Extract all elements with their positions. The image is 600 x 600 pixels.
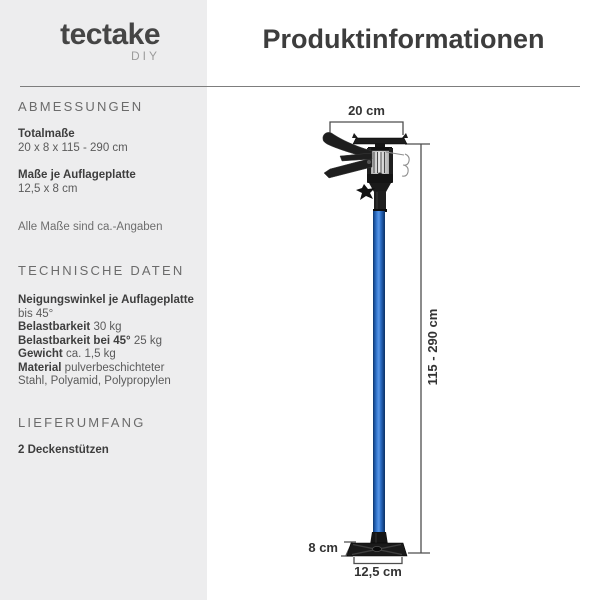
dimension-value: 20 x 8 x 115 - 290 cm [18, 141, 128, 154]
spec-label: Neigungswinkel je Auflageplatte [18, 294, 194, 306]
section-heading-abmessungen: ABMESSUNGEN [18, 99, 144, 114]
brand-name: tectake [60, 18, 160, 51]
page-title: Produktinformationen [262, 24, 545, 54]
lieferumfang-value: 2 Deckenstützen [18, 444, 109, 456]
dimension-bracket-plate-width [354, 557, 402, 564]
spec-value: ca. 1,5 kg [65, 348, 116, 360]
dimensions-note: Alle Maße sind ca.-Angaben [18, 221, 163, 233]
brand-tagline: DIY [130, 49, 160, 63]
spec-row [18, 335, 194, 349]
spec-row [18, 321, 194, 335]
dimension-label: Maße je Auflageplatte [18, 169, 136, 181]
spec-row [18, 294, 194, 321]
sidebar [0, 0, 207, 600]
dimension-value: 12,5 x 8 cm [18, 182, 78, 195]
spec-label: Gewicht [18, 348, 63, 360]
dimension-label-plate-depth: 8 cm [308, 540, 338, 555]
header-divider [20, 86, 580, 87]
spec-value: 25 kg [133, 334, 162, 347]
dimension-label-top-width: 20 cm [348, 103, 385, 118]
dimension-label: Totalmaße [18, 128, 75, 140]
spec-row [18, 362, 194, 389]
dimension-label-plate-width: 12,5 cm [354, 564, 402, 579]
dimension-bracket-top-width [330, 122, 403, 136]
brand-logo [20, 20, 160, 63]
top-support-plate-icon [352, 133, 408, 149]
telescopic-pole-icon [373, 211, 385, 533]
spec-value: 30 kg [93, 321, 122, 333]
dimension-item-total [18, 128, 194, 155]
spec-value: pulverbeschichteter Stahl, Polyamid, Polypropylen [18, 361, 171, 387]
locking-collar-icon [356, 174, 393, 212]
abmessungen-items [18, 128, 194, 210]
dimension-item-plate [18, 169, 194, 196]
section-heading-technische-daten: TECHNISCHE DATEN [18, 263, 185, 278]
lieferumfang-content [18, 444, 194, 458]
spec-value: bis 45° [18, 307, 54, 320]
base-plate-icon [347, 543, 407, 556]
spec-row [18, 348, 194, 362]
spec-label: Belastbarkeit [18, 321, 91, 333]
dimension-label-height-range: 115 - 290 cm [425, 308, 440, 386]
technische-daten-specs [18, 294, 194, 389]
spec-label: Material [18, 361, 62, 374]
spec-label: Belastbarkeit bei 45° [18, 334, 131, 347]
section-heading-lieferumfang: LIEFERUMFANG [18, 415, 146, 430]
